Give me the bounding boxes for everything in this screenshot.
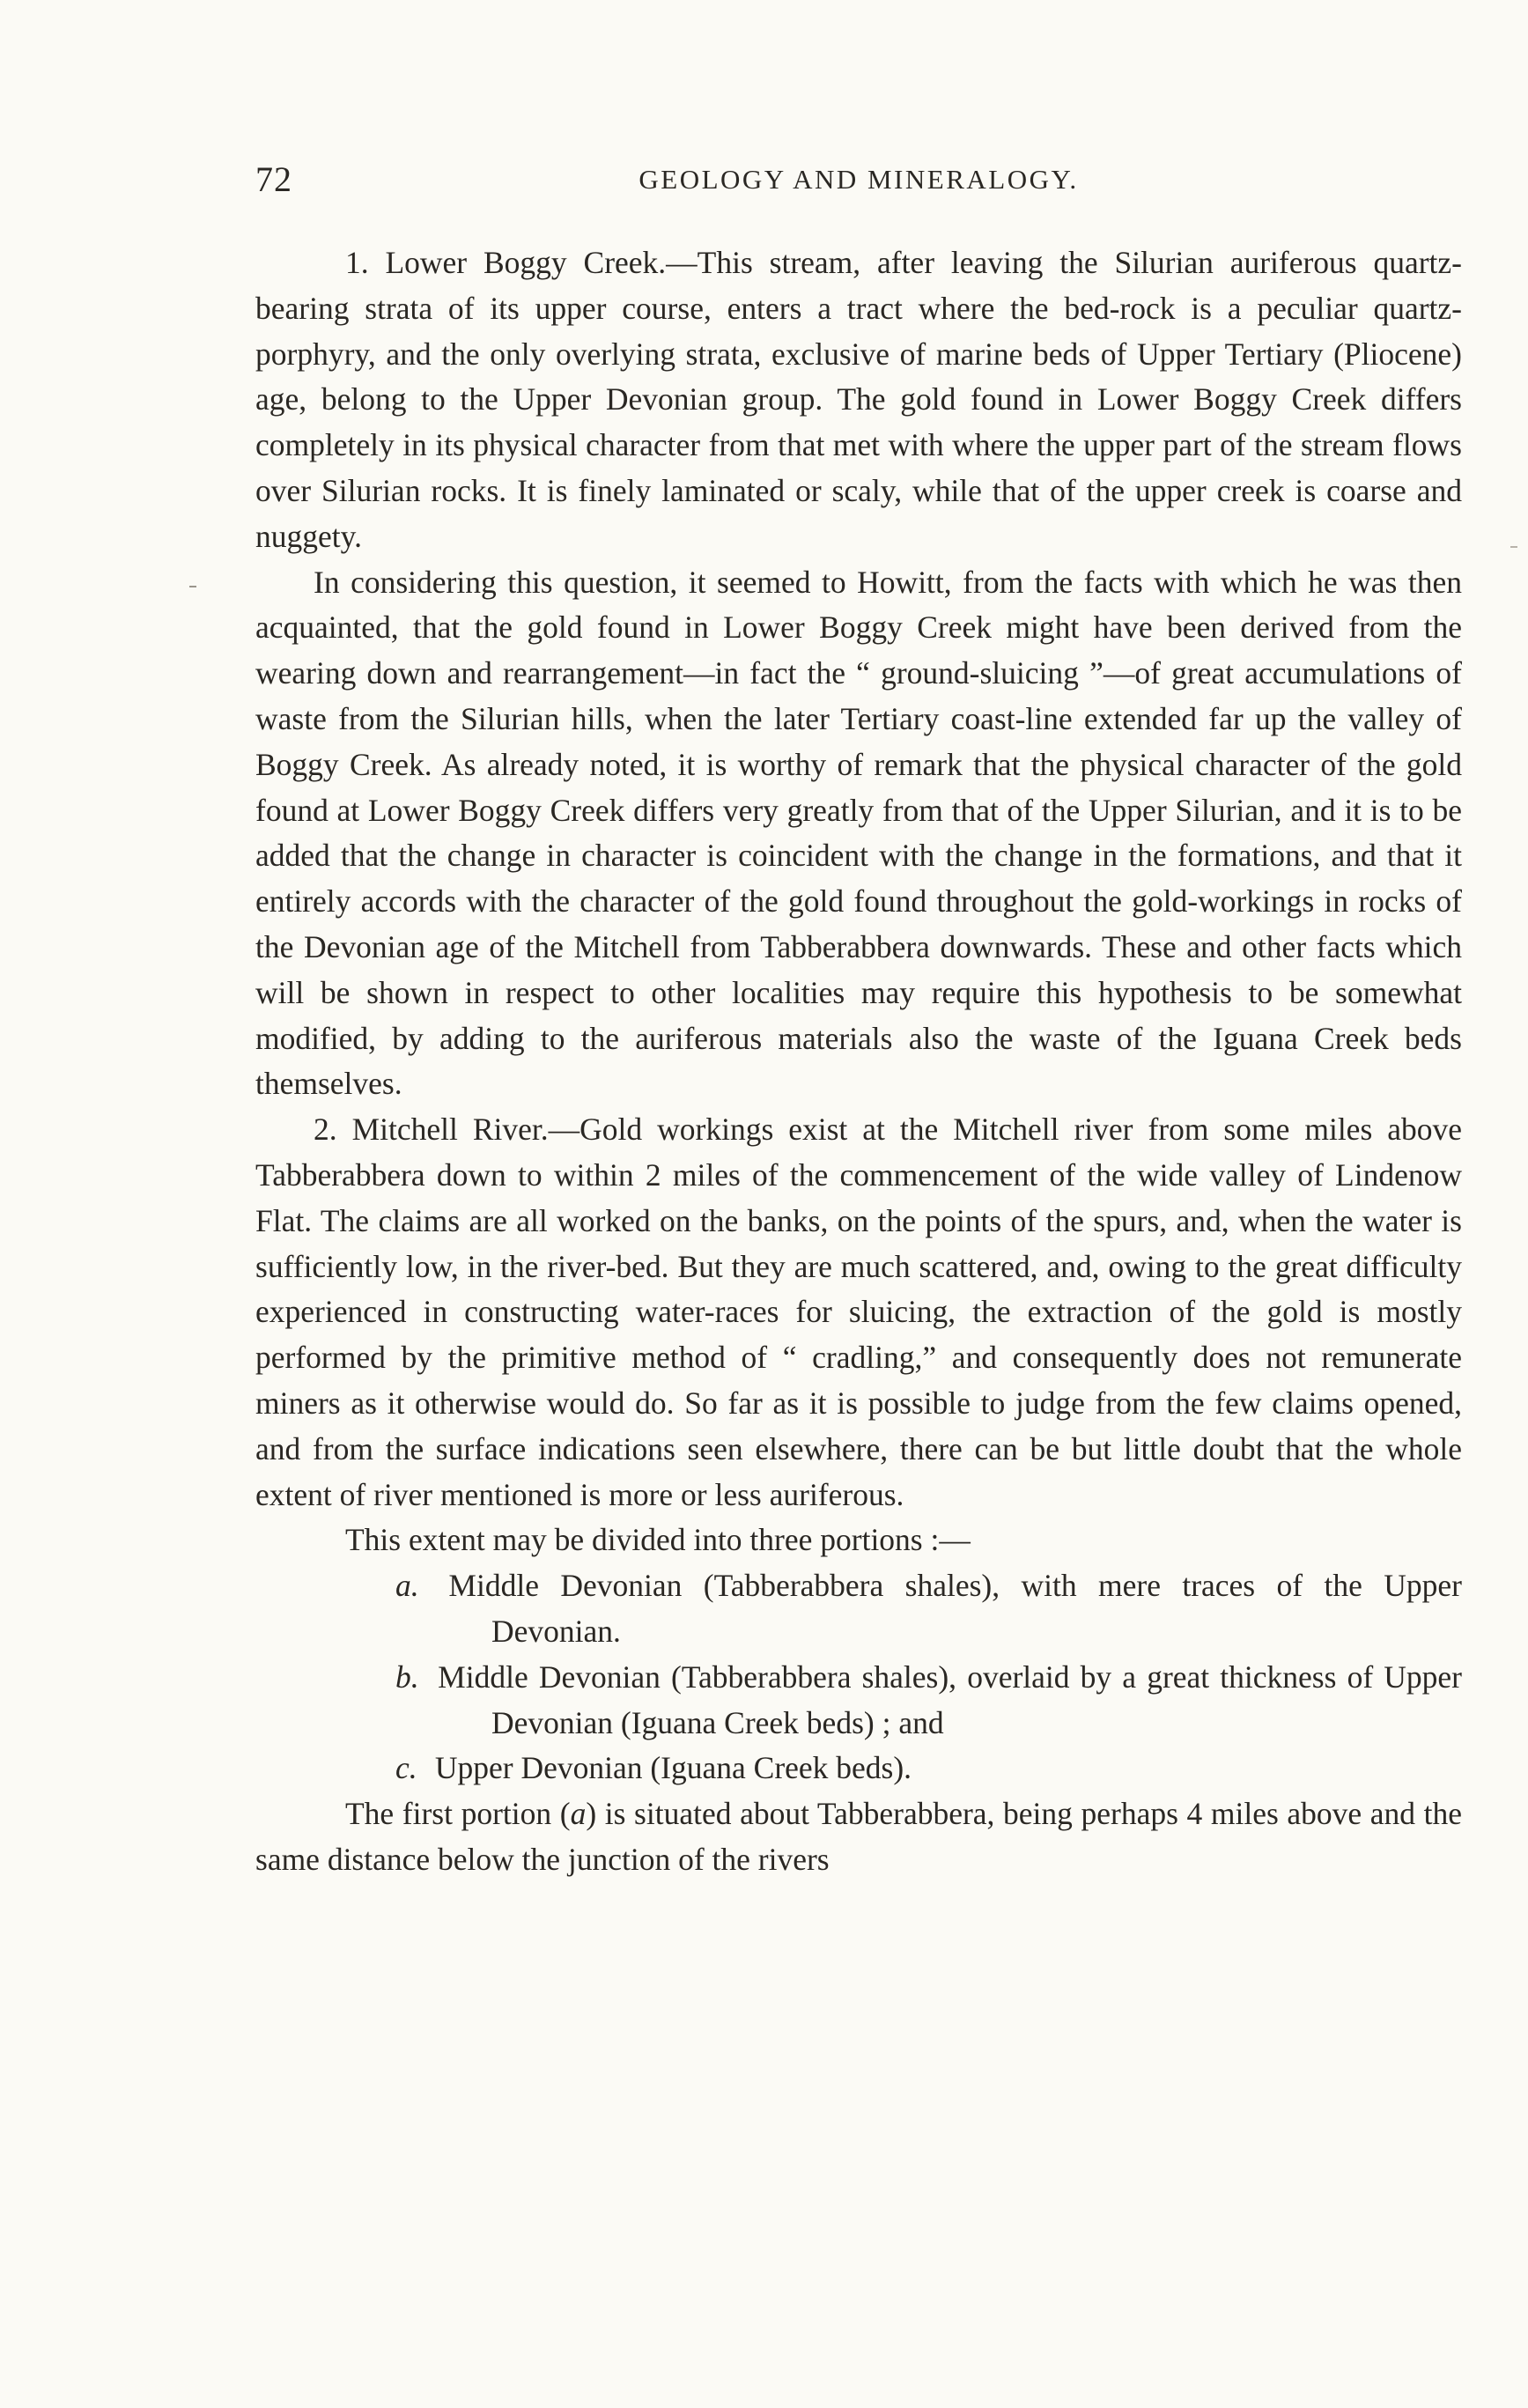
list-item <box>255 1655 1462 1747</box>
list-item <box>255 1746 1462 1791</box>
paragraph-first-portion <box>255 1791 1462 1883</box>
list-item <box>255 1563 1462 1655</box>
list-item-text: Upper Devonian (Iguana Creek beds). <box>434 1750 912 1786</box>
margin-mark <box>189 586 196 587</box>
list-item-text: Middle Devonian (Tabberabbera shales), overlaid by a great thickness of Upper Devonian (Iguana Creek beds) ; and <box>438 1658 1462 1740</box>
list-item-letter: b. <box>395 1658 419 1695</box>
paragraph-lower-boggy-creek: 1. Lower Boggy Creek.—This stream, after leaving the Silurian auriferous quartz-bearing strata of its upper course, enters a tract where the bed-rock is a peculiar quartz-porphyry, and the only overlying strata, exclusive of marine beds of Upper Tertiary (Pliocene) age, belong to the Upper Devonian group. The gold found in Lower Boggy Creek differs completely in its physical character from that met with where the upper part of the stream flows over Silurian rocks. It is finely laminated or scaly, while that of the upper creek is coarse and nuggety. <box>255 245 1462 554</box>
page-number: 72 <box>255 159 292 199</box>
paragraph-howitt-hypothesis: In considering this question, it seemed to Howitt, from the facts with which he was then acquainted, that the gold found in Lower Boggy Creek might have been derived from the wearing down and rearrangement—in fact the “ ground-sluicing ”—of great accumulations of waste from the Silurian hills, when the later Tertiary coast-line extended far up the valley of Boggy Creek. As already noted, it is worthy of remark that the physical character of the gold found at Lower Boggy Creek differs very greatly from that of the Upper Silurian, and it is to be added that the change in character is coincident with the change in the formations, and that it entirely accords with the character of the gold found throughout the gold-workings in rocks of the Devonian age of the Mitchell from Tabberabbera downwards. These and other facts which will be shown in respect to other localities may require this hypothesis to be somewhat modified, by adding to the auriferous materials also the waste of the Iguana Creek beds themselves. <box>255 564 1462 1102</box>
running-head: GEOLOGY AND MINERALOGY. <box>639 164 1079 195</box>
final-text-after: ) is situated about Tabberabbera, being perhaps 4 miles above and the same distance below the junction of the rivers <box>255 1796 1462 1877</box>
paragraph-three-portions: This extent may be divided into three portions :— <box>345 1522 971 1558</box>
final-text-label: a <box>570 1796 587 1832</box>
portions-list <box>255 1563 1462 1791</box>
list-item-letter: c. <box>395 1750 417 1786</box>
list-item-letter: a. <box>395 1568 419 1604</box>
paragraph-mitchell-river: 2. Mitchell River.—Gold workings exist at the Mitchell river from some miles above Tabberabbera down to within 2 miles of the commencement of the wide valley of Lindenow Flat. The claims are all worked on the banks, on the points of the spurs, and, when the water is sufficiently low, in the river-bed. But they are much scattered, and, owing to the great difficulty experienced in constructing water-races for sluicing, the extraction of the gold is mostly performed by the primitive method of “ cradling,” and consequently does not remunerate miners as it otherwise would do. So far as it is possible to judge from the few claims opened, and from the surface indications seen elsewhere, there can be but little doubt that the whole extent of river mentioned is more or less auriferous. <box>255 1112 1462 1512</box>
body-text <box>255 240 1462 1883</box>
list-item-text: Middle Devonian (Tabberabbera shales), with mere traces of the Upper Devonian. <box>448 1568 1462 1649</box>
margin-mark-right <box>1510 546 1517 548</box>
final-text-before: The first portion ( <box>345 1796 571 1832</box>
page-header <box>255 159 1462 211</box>
